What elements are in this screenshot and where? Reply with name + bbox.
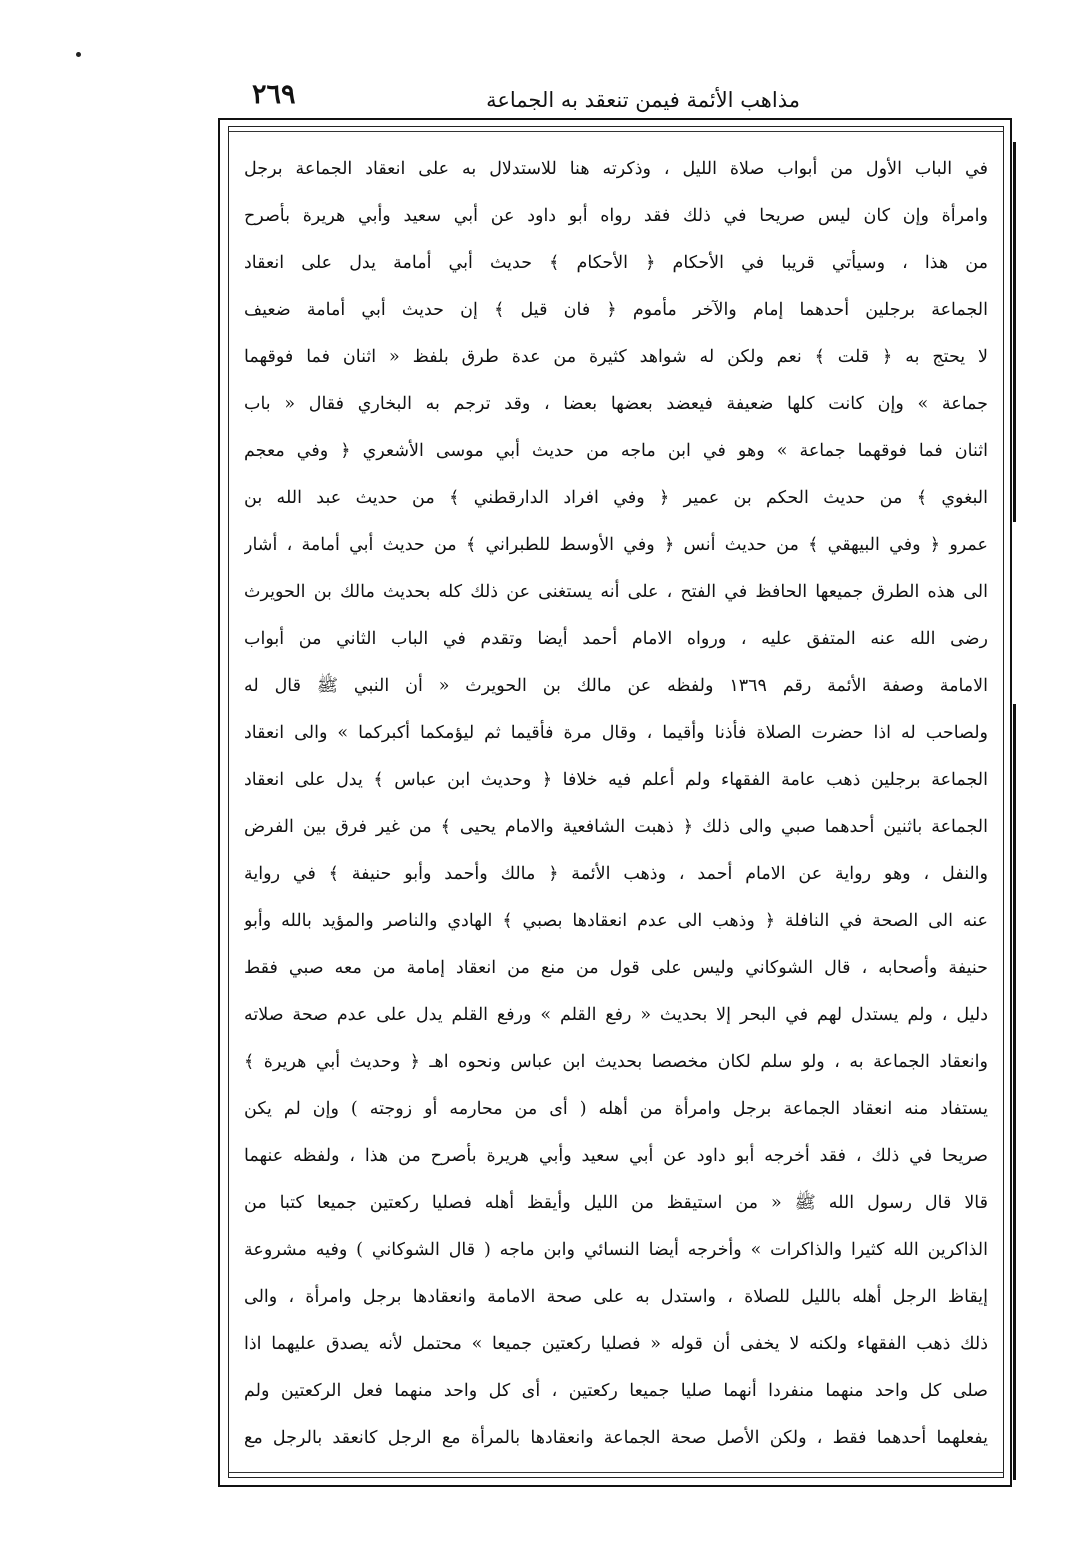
text-line: لا يحتج به ﴿ قلت ﴾ نعم ولكن له شواهد كثيرة من عدة طرق بلفظ « اثنان فما فوقهما [244, 347, 988, 367]
text-line: اثنان فما فوقهما جماعة » وهو في ابن ماجه من حديث أبي موسى الأشعري ﴿ وفي معجم [244, 441, 988, 461]
text-line: صلى كل واحد منهما منفردا أنهما صليا جميعا ركعتين ، أى كل واحد منهما فعل الركعتين ولم [244, 1381, 988, 1401]
frame-bottom-rule [228, 1472, 1004, 1473]
text-line: الجماعة باثنين أحدهما صبي والى ذلك ﴿ ذهبت الشافعية والامام يحيى ﴾ من غير فرق بين الفرض [244, 817, 988, 837]
text-line: قالا قال رسول الله ﷺ « من استيقظ من الليل وأيقظ أهله فصليا ركعتين جميعا كتبا من [244, 1193, 988, 1213]
text-line: من هذا ، وسيأتي قريبا في الأحكام ﴿ الأحكام ﴾ حديث أبي أمامة يدل على انعقاد [244, 253, 988, 273]
text-line: الامامة وصفة الأئمة رقم ١٣٦٩ ولفظه عن مالك بن الحويرث « أن النبي ﷺ قال له [244, 676, 988, 696]
page-header [240, 78, 800, 118]
text-line: الى هذه الطرق جميعها الحافظ في الفتح ، على أنه يستغنى عن ذلك كله بحديث مالك بن الحويرث [244, 582, 988, 602]
text-line: الجماعة برجلين أحدهما إمام والآخر مأموم ﴿ فان قيل ﴾ إن حديث أبي أمامة ضعيف [244, 300, 988, 320]
text-line: يفعلهما أحدهما فقط ، ولكن الأصل صحة الجماعة وانعقادها بالمرأة مع الرجل كانعقد بالرجل مع [244, 1428, 988, 1448]
frame-top-rule [228, 131, 1004, 132]
text-line: الذاكرين الله كثيرا والذاكرات » وأخرجه أيضا النسائي وابن ماجه ( قال الشوكاني ) وفيه مشروعة [244, 1240, 988, 1260]
margin-bar-upper [1013, 142, 1016, 522]
text-line: البغوي ﴾ من حديث الحكم بن عمير ﴿ وفي افراد الدارقطني ﴾ من حديث عبد الله بن [244, 488, 988, 508]
text-line: وانعقاد الجماعة به ، ولو سلم لكان مخصصا بحديث ابن عباس ونحوه اهـ ﴿ وحديث أبي هريرة ﴾ [244, 1052, 988, 1072]
text-line: وامرأة وإن كان ليس صريحا في ذلك فقد رواه أبو داود عن أبي سعيد وأبي هريرة بأصرح [244, 206, 988, 226]
text-line: عمرو ﴿ وفي البيهقي ﴾ من حديث أنس ﴿ وفي الأوسط للطبراني ﴾ من حديث أبي أمامة ، أشار [244, 535, 988, 555]
text-line: في الباب الأول من أبواب صلاة الليل ، وذكرته هنا للاستدلال به على انعقاد الجماعة برجل [244, 159, 988, 179]
body-text [244, 146, 988, 1462]
text-line: والنفل ، وهو رواية عن الامام أحمد ، وذهب الأئمة ﴿ مالك وأحمد وأبو حنيفة ﴾ في رواية [244, 864, 988, 884]
margin-bar-lower [1013, 704, 1016, 1480]
text-line: ذلك ذهب الفقهاء ولكنه لا يخفى أن قوله « فصليا ركعتين جميعا » محتمل لأنه يصدق عليهما اذا [244, 1334, 988, 1354]
text-line: جماعة » وإن كانت كلها ضعيفة فيعضد بعضها بعضا ، وقد ترجم به البخاري فقال « باب [244, 394, 988, 414]
page-number: ٢٦٩ [252, 79, 296, 110]
text-line: دليل ، ولم يستدل لهم في البحر إلا بحديث « رفع القلم » ورفع القلم يدل على عدم صحة صلاته [244, 1005, 988, 1025]
text-line: عنه الى الصحة في النافلة ﴿ وذهب الى عدم انعقادها بصبي ﴾ الهادي والناصر والمؤيد بالله وأبو [244, 911, 988, 931]
text-line: يستفاد منه انعقاد الجماعة برجل وامرأة من أهله ( أى من محارمه أو زوجته ) وإن لم يكن [244, 1099, 988, 1119]
text-line: حنيفة وأصحابه ، قال الشوكاني وليس على قول من منع من انعقاد إمامة من معه صبي فقط [244, 958, 988, 978]
text-line: رضى الله عنه المتفق عليه ، ورواه الامام أحمد أيضا وتقدم في الباب الثاني من أبواب [244, 629, 988, 649]
text-line: صريحا في ذلك ، فقد أخرجه أبو داود عن أبي سعيد وأبي هريرة بأصرح من هذا ، ولفظه عنهما [244, 1146, 988, 1166]
text-line: ولصاحب له اذا حضرت الصلاة فأذنا وأقيما ، وقال مرة فأقيما ثم ليؤمكما أكبركما » والى انعقاد [244, 723, 988, 743]
stray-ink-dot [76, 52, 81, 57]
text-line: الجماعة برجلين ذهب عامة الفقهاء ولم أعلم فيه خلافا ﴿ وحديث ابن عباس ﴾ يدل على انعقاد [244, 770, 988, 790]
running-title: مذاهب الأئمة فيمن تنعقد به الجماعة [486, 88, 800, 112]
text-line: إيقاظ الرجل أهله بالليل للصلاة ، واستدل به على صحة الامامة وانعقادها برجل وامرأة ، والى [244, 1287, 988, 1307]
